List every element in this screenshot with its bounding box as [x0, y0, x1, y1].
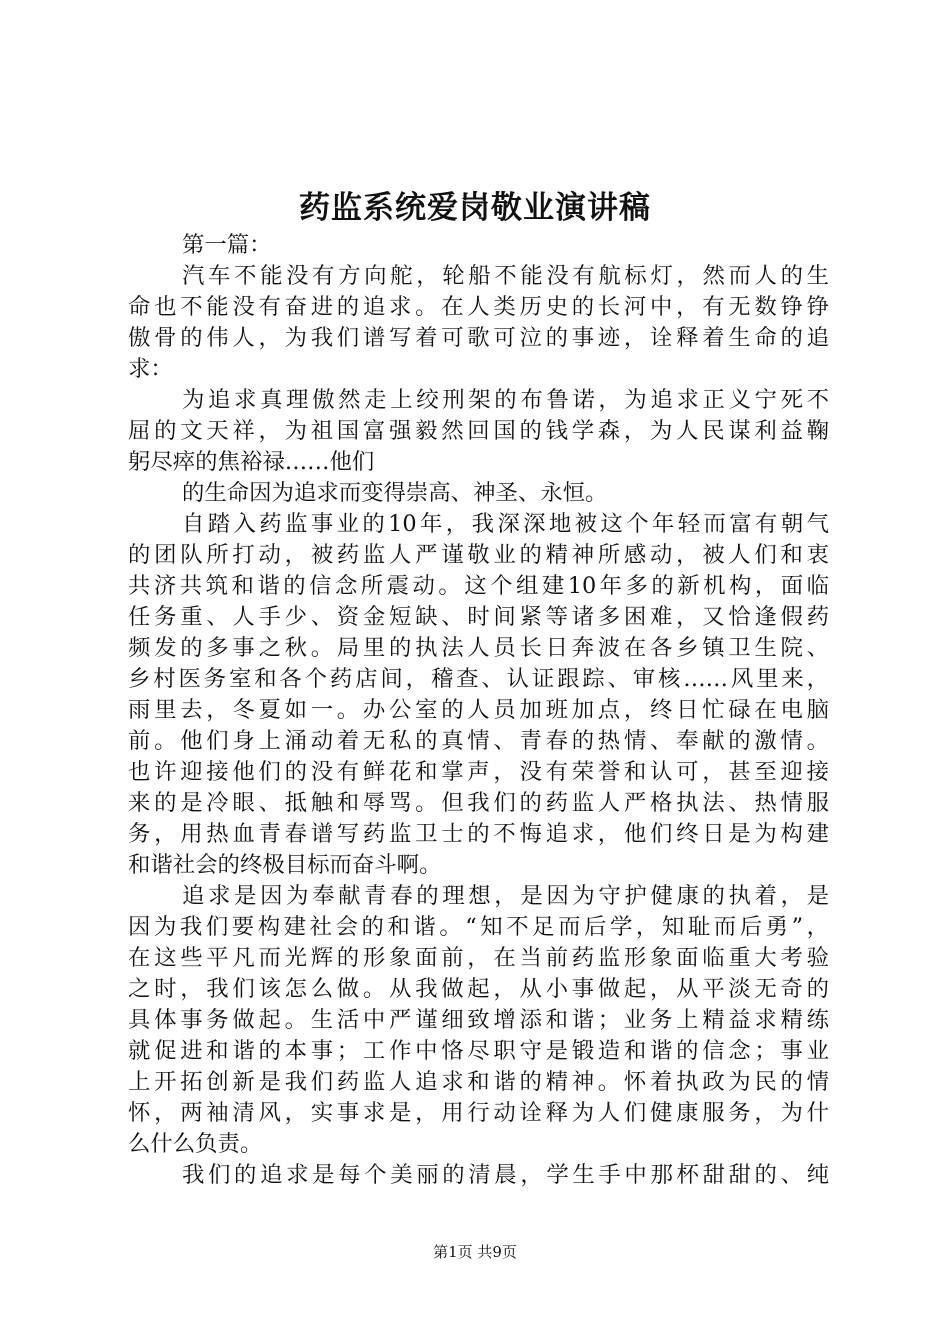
body-line: 第一篇：	[182, 232, 272, 258]
body-line: 追求是因为奉献青春的理想，是因为守护健康的执着，是	[182, 883, 829, 909]
body-line: 屈的文天祥，为祖国富强毅然回国的钱学森，为人民谋利益鞠	[128, 418, 829, 444]
body-line: 的团队所打动，被药监人严谨敬业的精神所感动，被人们和衷	[128, 542, 829, 568]
body-line: 在这些平凡而光辉的形象面前，在当前药监形象面临重大考验	[128, 945, 829, 971]
body-line: 雨里去，冬夏如一。办公室的人员加班加点，终日忙碌在电脑	[128, 697, 829, 723]
body-line: 命也不能没有奋进的追求。在人类历史的长河中，有无数铮铮	[128, 294, 829, 320]
body-line: 乡村医务室和各个药店间，稽查、认证跟踪、审核……风里来，	[128, 666, 829, 692]
body-line: 共济共筑和谐的信念所震动。这个组建10年多的新机构，面临	[128, 573, 829, 599]
body-line: 之时，我们该怎么做。从我做起，从小事做起，从平淡无奇的	[128, 976, 829, 1002]
body-line: 频发的多事之秋。局里的执法人员长日奔波在各乡镇卫生院、	[128, 635, 829, 661]
body-line: 务，用热血青春谱写药监卫士的不悔追求，他们终日是为构建	[128, 821, 829, 847]
body-line: 自踏入药监事业的10年，我深深地被这个年轻而富有朝气	[182, 511, 829, 537]
body-line: 么什么负责。	[128, 1131, 263, 1157]
page-number-footer: 第1页 共9页	[433, 1243, 517, 1261]
body-line: 具体事务做起。生活中严谨细致增添和谐；业务上精益求精练	[128, 1007, 829, 1033]
body-line: 求：	[128, 356, 173, 382]
body-line: 傲骨的伟人，为我们谱写着可歌可泣的事迹，诠释着生命的追	[128, 325, 829, 351]
body-line: 就促进和谐的本事；工作中恪尽职守是锻造和谐的信念；事业	[128, 1038, 829, 1064]
body-line: 怀，两袖清风，实事求是，用行动诠释为人们健康服务，为什	[128, 1100, 829, 1126]
body-line: 也许迎接他们的没有鲜花和掌声，没有荣誉和认可，甚至迎接	[128, 759, 829, 785]
body-line: 上开拓创新是我们药监人追求和谐的精神。怀着执政为民的情	[128, 1069, 829, 1095]
body-line: 躬尽瘁的焦裕禄……他们	[128, 449, 375, 475]
body-line: 来的是冷眼、抵触和辱骂。但我们的药监人严格执法、热情服	[128, 790, 829, 816]
body-line: 因为我们要构建社会的和谐。“知不足而后学，知耻而后勇”，	[128, 914, 829, 940]
body-line: 和谐社会的终极目标而奋斗啊。	[128, 852, 442, 878]
body-line: 前。他们身上涌动着无私的真情、青春的热情、奉献的激情。	[128, 728, 829, 754]
body-line: 我们的追求是每个美丽的清晨，学生手中那杯甜甜的、纯	[182, 1162, 829, 1188]
body-line: 为追求真理傲然走上绞刑架的布鲁诺，为追求正义宁死不	[182, 387, 829, 413]
document-title: 药监系统爱岗敬业演讲稿	[299, 190, 651, 226]
document-body	[128, 230, 829, 1191]
body-line: 汽车不能没有方向舵，轮船不能没有航标灯，然而人的生	[182, 263, 829, 289]
body-line: 的生命因为追求而变得崇高、神圣、永恒。	[182, 480, 608, 506]
body-line: 任务重、人手少、资金短缺、时间紧等诸多困难，又恰逢假药	[128, 604, 829, 630]
